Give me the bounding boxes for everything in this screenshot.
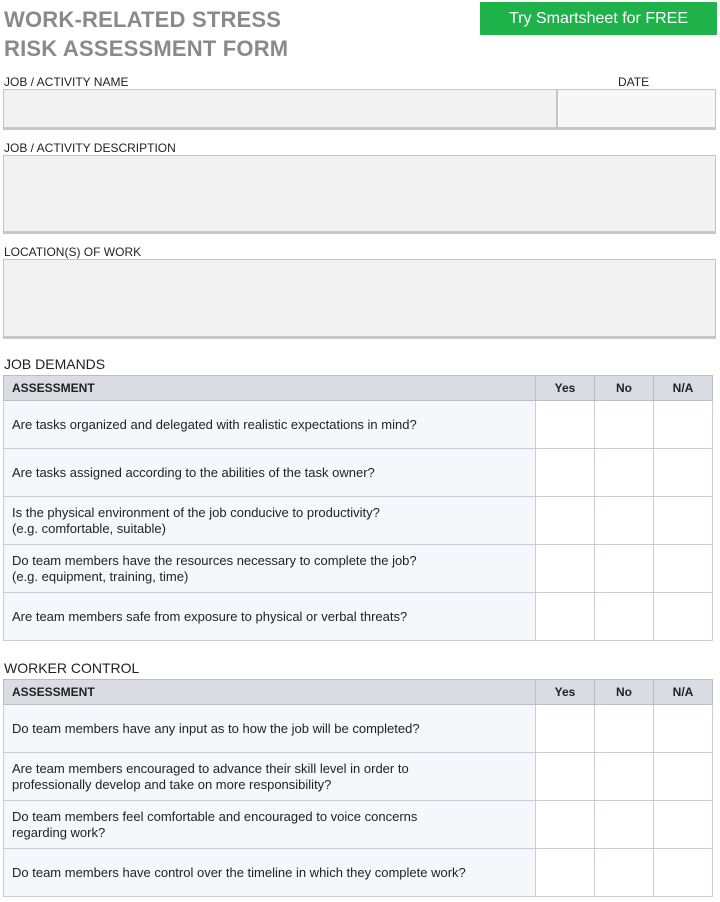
no-cell[interactable] [595, 753, 654, 801]
question-cell [4, 497, 536, 545]
title-line-2: RISK ASSESSMENT FORM [4, 36, 289, 61]
question-cell [4, 753, 536, 801]
question-text: Are team members safe from exposure to physical or verbal threats? [12, 608, 408, 624]
table-row [4, 449, 713, 497]
na-cell[interactable] [654, 753, 713, 801]
location-field[interactable] [3, 259, 716, 339]
page-title [4, 5, 288, 63]
table-row [4, 545, 713, 593]
location-label: LOCATION(S) OF WORK [4, 245, 142, 259]
yes-cell[interactable] [536, 593, 595, 641]
question-text-continued: professionally develop and take on more responsibility? [12, 776, 332, 792]
job-demands-heading: JOB DEMANDS [4, 356, 106, 372]
yes-cell[interactable] [536, 545, 595, 593]
date-field[interactable] [557, 89, 716, 130]
try-smartsheet-button[interactable]: Try Smartsheet for FREE [480, 2, 717, 35]
no-column-header: No [595, 680, 654, 705]
table-row [4, 401, 713, 449]
table-row [4, 705, 713, 753]
yes-cell[interactable] [536, 449, 595, 497]
description-field[interactable] [3, 155, 716, 234]
yes-column-header: Yes [536, 680, 595, 705]
no-cell[interactable] [595, 705, 654, 753]
question-example: (e.g. comfortable, suitable) [12, 520, 166, 536]
table-row [4, 849, 713, 897]
no-cell[interactable] [595, 593, 654, 641]
table-row [4, 497, 713, 545]
worker-control-heading: WORKER CONTROL [4, 660, 140, 676]
table-header-row [4, 376, 713, 401]
question-text: Do team members feel comfortable and encouraged to voice concerns [12, 808, 418, 824]
table-row [4, 593, 713, 641]
question-text: Do team members have any input as to how the job will be completed? [12, 720, 420, 736]
assessment-column-header: ASSESSMENT [4, 376, 536, 401]
table-header-row [4, 680, 713, 705]
question-example: (e.g. equipment, training, time) [12, 568, 189, 584]
na-cell[interactable] [654, 705, 713, 753]
na-cell[interactable] [654, 449, 713, 497]
question-text-continued: regarding work? [12, 824, 106, 840]
question-cell [4, 449, 536, 497]
na-cell[interactable] [654, 849, 713, 897]
job-name-field[interactable] [3, 89, 557, 130]
worker-control-table [3, 679, 713, 897]
no-cell[interactable] [595, 449, 654, 497]
na-cell[interactable] [654, 593, 713, 641]
na-cell[interactable] [654, 497, 713, 545]
title-line-1: WORK-RELATED STRESS [4, 7, 282, 32]
question-text: Are team members encouraged to advance their skill level in order to [12, 760, 409, 776]
no-cell[interactable] [595, 545, 654, 593]
question-text: Do team members have the resources necessary to complete the job? [12, 552, 417, 568]
date-label: DATE [618, 75, 650, 89]
na-cell[interactable] [654, 545, 713, 593]
question-cell [4, 401, 536, 449]
question-cell [4, 545, 536, 593]
na-cell[interactable] [654, 801, 713, 849]
na-column-header: N/A [654, 680, 713, 705]
yes-cell[interactable] [536, 801, 595, 849]
question-cell [4, 593, 536, 641]
question-text: Is the physical environment of the job conducive to productivity? [12, 504, 380, 520]
na-column-header: N/A [654, 376, 713, 401]
table-row [4, 753, 713, 801]
question-text: Are tasks organized and delegated with realistic expectations in mind? [12, 416, 417, 432]
yes-cell[interactable] [536, 497, 595, 545]
no-column-header: No [595, 376, 654, 401]
job-demands-table [3, 375, 713, 641]
assessment-column-header: ASSESSMENT [4, 680, 536, 705]
question-text: Do team members have control over the timeline in which they complete work? [12, 864, 466, 880]
table-row [4, 801, 713, 849]
question-cell [4, 801, 536, 849]
yes-cell[interactable] [536, 849, 595, 897]
question-cell [4, 705, 536, 753]
yes-cell[interactable] [536, 753, 595, 801]
no-cell[interactable] [595, 849, 654, 897]
yes-cell[interactable] [536, 705, 595, 753]
no-cell[interactable] [595, 401, 654, 449]
no-cell[interactable] [595, 801, 654, 849]
no-cell[interactable] [595, 497, 654, 545]
question-text: Are tasks assigned according to the abilities of the task owner? [12, 464, 375, 480]
job-name-label: JOB / ACTIVITY NAME [4, 75, 129, 89]
na-cell[interactable] [654, 401, 713, 449]
question-cell [4, 849, 536, 897]
yes-cell[interactable] [536, 401, 595, 449]
yes-column-header: Yes [536, 376, 595, 401]
description-label: JOB / ACTIVITY DESCRIPTION [4, 141, 176, 155]
